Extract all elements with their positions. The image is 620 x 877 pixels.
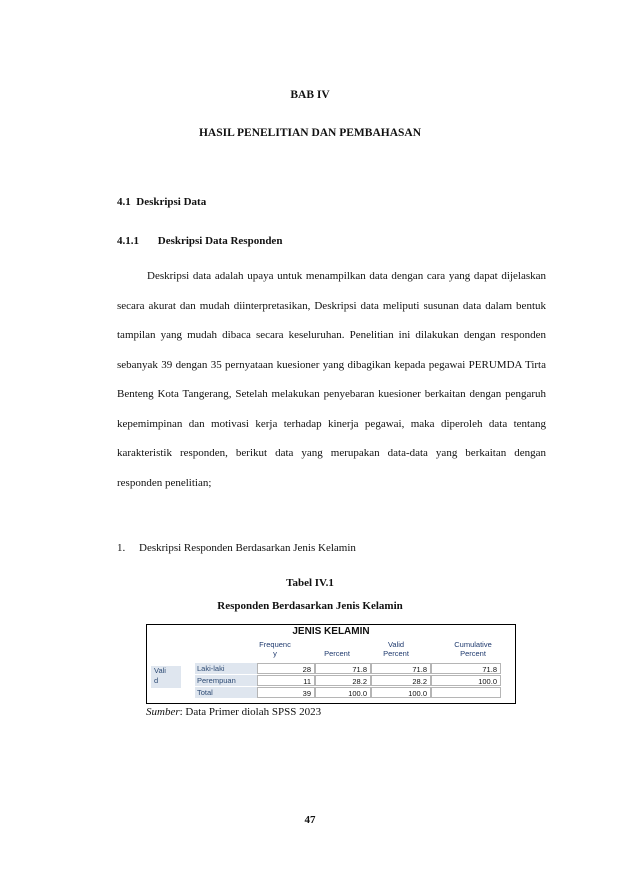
table-source <box>146 706 321 718</box>
chapter-heading: BAB IV <box>290 89 330 101</box>
row-label: Laki-laki <box>195 663 257 674</box>
table-caption: Tabel IV.1 <box>286 577 334 589</box>
header-valid-line1: Valid <box>387 640 405 649</box>
header-frequency <box>255 640 295 658</box>
cell-percent: 28.2 <box>315 675 371 686</box>
cell-percent: 100.0 <box>315 687 371 698</box>
row-label: Perempuan <box>195 675 257 686</box>
header-valid-percent <box>371 640 421 658</box>
spss-frequency-table <box>146 624 516 704</box>
table-subcaption: Responden Berdasarkan Jenis Kelamin <box>217 600 403 612</box>
list-item <box>117 542 356 554</box>
cell-cumulative-percent: 71.8 <box>431 663 501 674</box>
spss-table-title: JENIS KELAMIN <box>292 626 370 637</box>
row-group-label <box>151 666 181 688</box>
section-heading: 4.1 Deskripsi Data <box>117 196 207 208</box>
header-cumulative-line1: Cumulative <box>454 640 492 649</box>
cell-cumulative-percent: 100.0 <box>431 675 501 686</box>
header-cumulative-line2: Percent <box>460 649 486 658</box>
header-frequency-line1: Frequenc <box>259 640 291 649</box>
list-item-number: 1. <box>117 542 126 554</box>
header-valid-line2: Percent <box>383 649 409 658</box>
header-cumulative-percent <box>443 640 503 658</box>
cell-frequency: 11 <box>257 675 315 686</box>
source-text: : Data Primer diolah SPSS 2023 <box>179 706 322 718</box>
chapter-title: HASIL PENELITIAN DAN PEMBAHASAN <box>198 127 422 139</box>
subsection-number: 4.1.1 <box>117 235 139 247</box>
header-percent: Percent <box>324 649 350 658</box>
list-item-text: Deskripsi Responden Berdasarkan Jenis Kelamin <box>139 542 356 554</box>
page-number: 47 <box>304 814 316 826</box>
row-group-label-line1: Vali <box>154 666 166 675</box>
header-frequency-line2: y <box>273 649 277 658</box>
cell-valid-percent: 100.0 <box>371 687 431 698</box>
subsection-title: Deskripsi Data Responden <box>157 235 283 247</box>
cell-cumulative-percent <box>431 687 501 698</box>
table-row <box>191 675 515 686</box>
table-row <box>191 687 515 698</box>
cell-valid-percent: 71.8 <box>371 663 431 674</box>
cell-frequency: 39 <box>257 687 315 698</box>
body-paragraph: Deskripsi data adalah upaya untuk menampilkan data dengan cara yang dapat dijelaskan secara akurat dan mudah diinterpretasikan, Deskripsi data meliputi susunan data dalam bentuk tampilan yang mudah dibaca secara keseluruhan. Penelitian ini dilakukan dengan responden sebanyak 39 dengan 35 pernyataan kuesioner yang dibagikan kepada pegawai PERUMDA Tirta Benteng Kota Tangerang, Setelah melakukan penyebaran kuesioner berkaitan dengan pengaruh kepemimpinan dan motivasi kerja terhadap kinerja pegawai, maka diperoleh data tentang karakteristik responden, berikut data yang merupakan data-data yang berkaitan dengan responden penelitian; <box>117 270 546 489</box>
row-label: Total <box>195 687 257 698</box>
subsection-heading <box>117 235 282 247</box>
cell-percent: 71.8 <box>315 663 371 674</box>
source-label: Sumber <box>146 706 180 718</box>
row-group-label-line2: d <box>154 676 159 685</box>
cell-frequency: 28 <box>257 663 315 674</box>
cell-valid-percent: 28.2 <box>371 675 431 686</box>
table-row <box>191 663 515 674</box>
